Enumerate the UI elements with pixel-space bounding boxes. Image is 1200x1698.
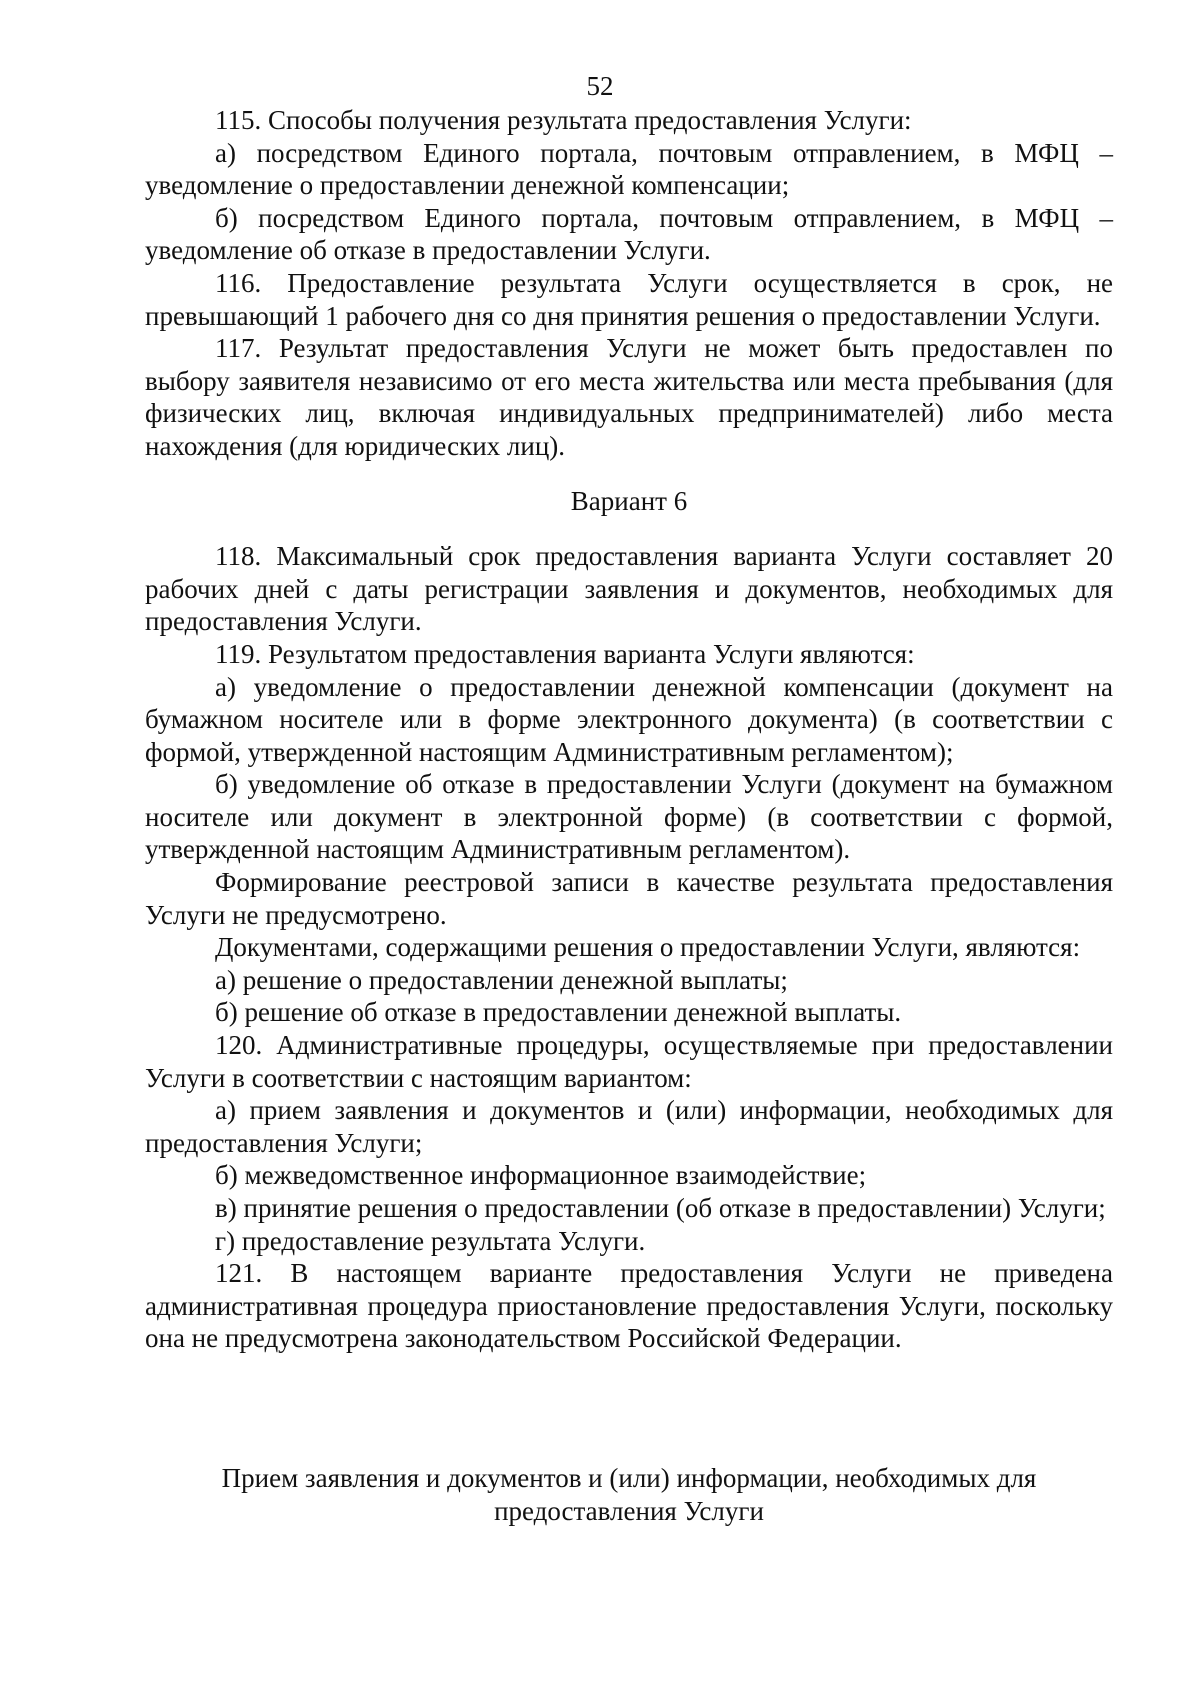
paragraph-115-a: а) посредством Единого портала, почтовым отправлением, в МФЦ – уведомление о предоставлении денежной компенсации; <box>145 137 1113 201</box>
paragraph-118: 118. Максимальный срок предоставления варианта Услуги составляет 20 рабочих дней с даты регистрации заявления и документов, необходимых для предоставления Услуги. <box>145 541 1113 637</box>
paragraph-decision-documents: Документами, содержащими решения о предоставлении Услуги, являются: <box>215 932 1081 963</box>
paragraph-117: 117. Результат предоставления Услуги не может быть предоставлен по выбору заявителя независимо от его места жительства или места пребывания (для физических лиц, включая индивидуальных предпринимателей) либо места нахождения (для юридических лиц). <box>145 333 1113 461</box>
paragraph-120-a: а) прием заявления и документов и (или) информации, необходимых для предоставления Услуги; <box>145 1095 1113 1158</box>
page-number: 52 <box>586 71 614 101</box>
paragraph-decision-a: а) решение о предоставлении денежной выплаты; <box>215 964 788 995</box>
paragraph-119-b: б) уведомление об отказе в предоставлении Услуги (документ на бумажном носителе или документ в электронной форме) (в соответствии с формой, утвержденной настоящим Административным регламентом). <box>145 769 1113 865</box>
paragraph-120-v: в) принятие решения о предоставлении (об отказе в предоставлении) Услуги; <box>215 1193 1106 1223</box>
variant-heading: Вариант 6 <box>570 485 688 516</box>
document-body <box>145 104 1113 1355</box>
paragraph-registry-record: Формирование реестровой записи в качестве результата предоставления Услуги не предусмотрено. <box>145 867 1113 930</box>
paragraph-115-b: б) посредством Единого портала, почтовым отправлением, в МФЦ – уведомление об отказе в предоставлении Услуги. <box>145 202 1113 266</box>
paragraph-120: 120. Административные процедуры, осуществляемые при предоставлении Услуги в соответствии с настоящим вариантом: <box>145 1030 1113 1093</box>
paragraph-119-a: а) уведомление о предоставлении денежной компенсации (документ на бумажном носителе или в форме электронного документа) (в соответствии с формой, утвержденной настоящим Административным регламентом); <box>145 671 1113 767</box>
paragraph-120-g: г) предоставление результата Услуги. <box>215 1225 646 1256</box>
paragraph-119: 119. Результатом предоставления варианта Услуги являются: <box>215 638 915 669</box>
paragraph-116: 116. Предоставление результата Услуги осуществляется в срок, не превышающий 1 рабочего дня со дня принятия решения о предоставлении Услуги. <box>145 267 1113 331</box>
paragraph-decision-b: б) решение об отказе в предоставлении денежной выплаты. <box>215 997 902 1028</box>
paragraph-120-b: б) межведомственное информационное взаимодействие; <box>215 1160 867 1191</box>
section-title <box>145 1462 1113 1527</box>
section-title-line-1: Прием заявления и документов и (или) информации, необходимых для <box>221 1463 1037 1493</box>
paragraph-115: 115. Способы получения результата предоставления Услуги: <box>215 105 912 135</box>
section-title-line-2: предоставления Услуги <box>494 1495 764 1526</box>
paragraph-121: 121. В настоящем варианте предоставления Услуги не приведена административная процедура приостановление предоставления Услуги, поскольку она не предусмотрена законодательством Российской Федерации. <box>145 1258 1113 1354</box>
